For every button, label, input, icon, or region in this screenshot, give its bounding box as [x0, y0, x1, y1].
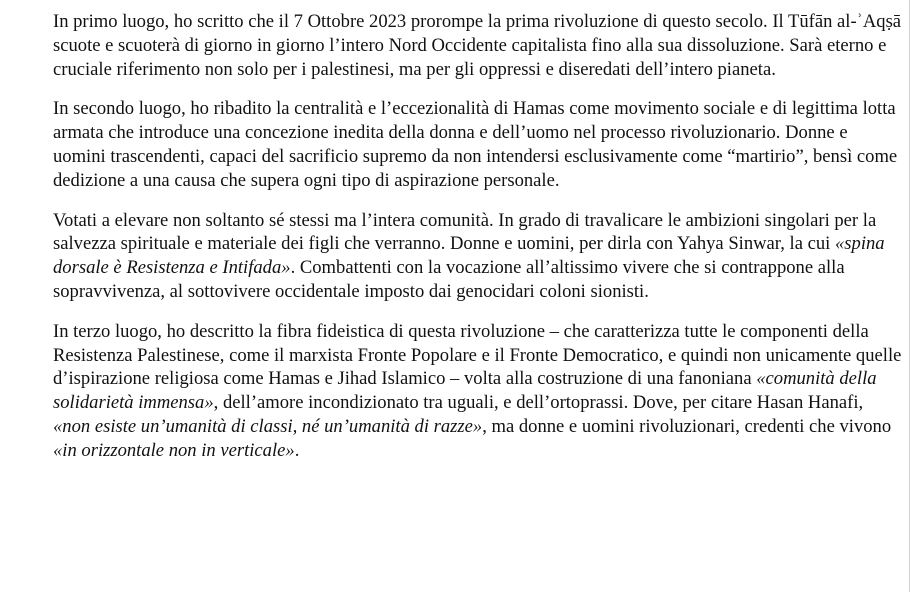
paragraph-1	[53, 10, 903, 81]
paragraph-3-quote-sinwar: «spina dorsale è Resistenza e Intifada»	[53, 233, 885, 279]
paragraph-1-text: In primo luogo, ho scritto che il 7 Ottobre 2023 prorompe la prima rivoluzione di questo secolo. Il Tūfān al-ʾAqṣā scuote e scuoterà di giorno in giorno l’intero Nord Occidente capitalista fino alla sua dissoluzione. Sarà eterno e cruciale riferimento non solo per i palestinesi, ma per gli oppressi e diseredati dell’intero pianeta.	[53, 11, 902, 80]
paragraph-2-text: In secondo luogo, ho ribadito la centralità e l’eccezionalità di Hamas come movimento sociale e di legittima lotta armata che introduce una concezione inedita della donna e dell’uomo nel processo rivoluzionario. Donne e uomini trascendenti, capaci del sacrificio supremo da non intendersi esclusivamente come “martirio”, bensì come dedizione a una causa che supera ogni tipo di aspirazione personale.	[53, 98, 898, 191]
document-body	[53, 10, 903, 479]
paragraph-2	[53, 97, 903, 192]
paragraph-4-quote-hanafi: «non esiste un’umanità di classi, né un’umanità di razze»	[53, 415, 483, 437]
paragraph-4-quote-fanon: «comunità della solidarietà immensa»	[53, 368, 877, 414]
paragraph-4-text-c: , ma donne e uomini rivoluzionari, credenti che vivono	[482, 415, 892, 437]
paragraph-4-text-d: .	[294, 439, 300, 461]
paragraph-3	[53, 209, 903, 304]
paragraph-4-quote-horizontal: «in orizzontale non in verticale»	[53, 439, 295, 461]
paragraph-4-text-a: In terzo luogo, ho descritto la fibra fideistica di questa rivoluzione – che caratterizza tutte le componenti della Resistenza Palestinese, come il marxista Fronte Popolare e il Fronte Democratico, e quindi non unicamente quelle d’ispirazione religiosa come Hamas e Jihad Islamico – volta alla costruzione di una fanoniana	[53, 320, 902, 390]
paragraph-4	[53, 320, 903, 463]
paragraph-3-text-a: Votati a elevare non soltanto sé stessi ma l’intera comunità. In grado di travalicare le ambizioni singolari per la salvezza spirituale e materiale dei figli che verranno. Donne e uomini, per dirla con Yahya Sinwar, la cui	[53, 209, 877, 255]
paragraph-4-text-b: , dell’amore incondizionato tra uguali, e dell’ortoprassi. Dove, per citare Hasan Hanafi,	[213, 392, 864, 414]
paragraph-3-text-b: . Combattenti con la vocazione all’altissimo vivere che si contrappone alla sopravvivenza, al sottovivere occidentale imposto dai genocidari coloni sionisti.	[53, 257, 845, 302]
